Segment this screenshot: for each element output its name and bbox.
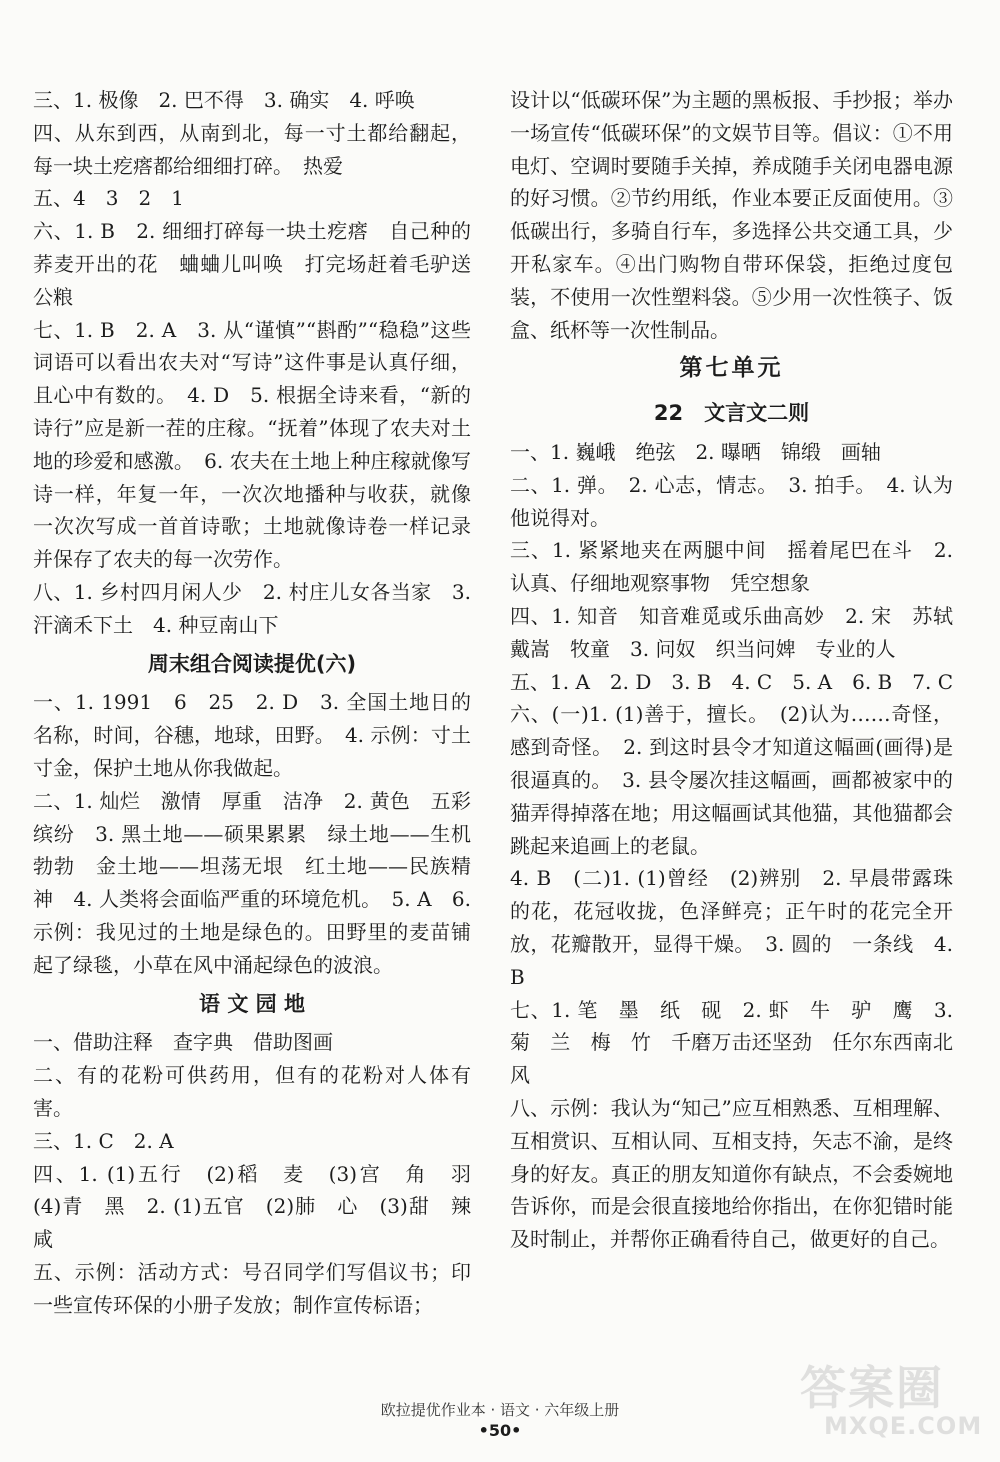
- answer-paragraph: 二、1. 弹。 2. 心志，情志。 3. 拍手。 4. 认为他说得对。: [510, 472, 953, 530]
- answer-paragraph: 三、1. 紧紧地夹在两腿中间 摇着尾巴在斗 2. 认真、仔细地观察事物 凭空想象: [510, 538, 953, 596]
- section-heading: 周末组合阅读提优(六): [147, 651, 357, 676]
- footer-book-title: 欧拉提优作业本 · 语文 · 六年级上册: [380, 1401, 620, 1419]
- answer-paragraph: 七、1. B 2. A 3. 从“谨慎”“斟酌”“稳稳”这些词语可以看出农夫对“写诗”这件事是认真仔细，且心中有数的。 4. D 5. 根据全诗来看，“新的诗行”应是新一茬的庄稼。“抚着”体现了农夫对土地的珍爱和感激。 6. 农夫在土地上种庄稼就像写诗一样，年复一年，一次次地播种与收获，就像一次次写成一首首诗歌；土地就像诗卷一样记录并保存了农夫的每一次劳作。: [33, 317, 471, 572]
- answer-paragraph: 五、示例：活动方式：号召同学们写倡议书；印一些宣传环保的小册子发放；制作宣传标语；: [33, 1259, 471, 1317]
- page-number: •50•: [478, 1421, 522, 1440]
- answer-paragraph: 六、1. B 2. 细细打碎每一块土疙瘩 自己种的荞麦开出的花 蛐蛐儿叫唤 打完场赶着毛驴送公粮: [33, 219, 471, 309]
- watermark-url: MXQE.COM: [824, 1412, 983, 1440]
- answer-paragraph: 二、有的花粉可供药用，但有的花粉对人体有害。: [33, 1063, 471, 1120]
- answer-paragraph: 设计以“低碳环保”为主题的黑板报、手抄报；举办一场宣传“低碳环保”的文娱节目等。倡议：①不用电灯、空调时要随手关掉，养成随手关闭电器电源的好习惯。②节约用纸，作业本要正反面使用。③低碳出行，多骑自行车，多选择公共交通工具，少开私家车。④出门购物自带环保袋，拒绝过度包装，不使用一次性塑料袋。⑤少用一次性筷子、饭盒、纸杯等一次性制品。: [510, 88, 953, 342]
- answer-paragraph: 八、1. 乡村四月闲人少 2. 村庄儿女各当家 3. 汗滴禾下土 4. 种豆南山下: [33, 579, 471, 637]
- left-column: [33, 84, 491, 1321]
- answer-paragraph: 二、1. 灿烂 激情 厚重 洁净 2. 黄色 五彩缤纷 3. 黑土地——硕果累累 绿土地——生机勃勃 金土地——坦荡无垠 红土地——民族精神 4. 人类将会面临严重的环境危机。 5. A 6. 示例：我见过的土地是绿色的。田野里的麦苗铺起了绿毯，小草在风中涌起绿色的波浪。: [33, 788, 471, 977]
- watermark-text: 答案圈: [800, 1361, 944, 1415]
- answer-paragraph: 四、从东到西，从南到北，每一寸土都给翻起，每一块土疙瘩都给细细打碎。 热爱: [33, 120, 471, 178]
- answer-paragraph: 六、(一)1. (1)善于，擅长。 (2)认为……奇怪，感到奇怪。 2. 到这时县令才知道这幅画(画得)是很逼真的。 3. 县令屡次挂这幅画，画都被家中的猫弄得掉落在地；用这幅画试其他猫，其他猫都会跳起来追画上的老鼠。: [510, 702, 953, 858]
- answer-paragraph: 一、1. 1991 6 25 2. D 3. 全国土地日的名称，时间，谷穗，地球，田野。 4. 示例：寸土寸金，保护土地从你我做起。: [33, 690, 471, 780]
- right-column: [510, 84, 973, 1256]
- answer-paragraph: 三、1. C 2. A: [33, 1128, 174, 1153]
- answer-paragraph: 四、1. (1)五行 (2)稻 麦 (3)宫 角 羽 (4)青 黑 2. (1)五官 (2)肺 心 (3)甜 辣 咸: [33, 1161, 491, 1252]
- answer-paragraph: 三、1. 极像 2. 巴不得 3. 确实 4. 呼唤: [33, 88, 415, 112]
- answer-paragraph: 五、4 3 2 1: [33, 186, 184, 211]
- answer-paragraph: 一、1. 巍峨 绝弦 2. 曝晒 锦缎 画轴: [510, 439, 881, 464]
- section-heading: 22 文言文二则: [653, 401, 810, 426]
- watermark-logo: [792, 1352, 982, 1448]
- unit-heading: 第七单元: [679, 355, 784, 382]
- answer-paragraph: 七、1. 笔 墨 纸 砚 2. 虾 牛 驴 鹰 3. 菊 兰 梅 竹 千磨万击还坚劲 任尔东西南北风: [510, 997, 953, 1088]
- answer-paragraph: 八、示例：我认为“知己”应互相熟悉、互相理解、互相赏识、互相认同、互相支持，矢志不渝，是终身的好友。真正的朋友知道你有缺点，不会委婉地告诉你，而是会很直接地给你指出，在你犯错时能及时制止，并帮你正确看待自己，做更好的自己。: [510, 1095, 953, 1252]
- answer-paragraph: 一、借助注释 查字典 借助图画: [33, 1030, 333, 1055]
- answer-paragraph: 四、1. 知音 知音难觅或乐曲高妙 2. 宋 苏轼 戴嵩 牧童 3. 问奴 织当问婢 专业的人: [510, 603, 973, 661]
- section-heading: 语 文 园 地: [199, 991, 305, 1016]
- answer-paragraph: 五、1. A 2. D 3. B 4. C 5. A 6. B 7. C: [510, 669, 953, 694]
- answer-paragraph: 4. B (二)1. (1)曾经 (2)辨别 2. 早晨带露珠的花，花冠收拢，色泽鲜亮；正午时的花完全开放，花瓣散开，显得干燥。 3. 圆的 一条线 4. B: [510, 866, 953, 989]
